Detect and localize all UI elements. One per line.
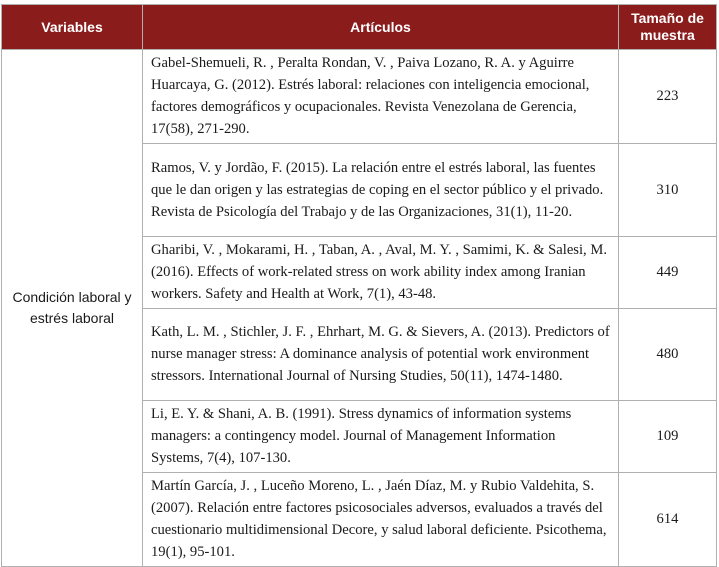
sample-size-cell: 449 bbox=[619, 237, 717, 309]
sample-size-cell: 614 bbox=[619, 473, 717, 567]
article-cell bbox=[143, 237, 619, 309]
sample-size-cell: 223 bbox=[619, 50, 717, 144]
article-text: Gharibi, V. , Mokarami, H. , Taban, A. , Aval, M. Y. , Samimi, K. & Salesi, M. (2016). Effects of work-related stress on work ability index among Iranian workers. Safety and Health at Work, 7(1), 43-48. bbox=[151, 242, 607, 302]
article-text: Gabel-Shemueli, R. , Peralta Rondan, V. , Paiva Lozano, R. A. y Aguirre Huarcaya, G. (2012). Estrés laboral: relaciones con inteligencia emocional, factores demográficos y ocupacionales. Revista Venezolana de Gerencia, 17(58), 271-290. bbox=[151, 55, 590, 137]
header-articles: Artículos bbox=[143, 5, 619, 50]
article-text: Martín García, J. , Luceño Moreno, L. , Jaén Díaz, M. y Rubio Valdehita, S. (2007). Relación entre factores psicosociales adversos, evaluados a través del cuestionario multidimensional Decore, y salud laboral deficiente. Psicothema, 19(1), 95-101. bbox=[151, 478, 607, 560]
article-text: Kath, L. M. , Stichler, J. F. , Ehrhart, M. G. & Sievers, A. (2013). Predictors of nurse manager stress: A dominance analysis of potential work environment stressors. International Journal of Nursing Studies, 50(11), 1474-1480. bbox=[151, 324, 610, 384]
header-row bbox=[2, 5, 717, 50]
references-table bbox=[1, 4, 717, 567]
sample-size-cell: 310 bbox=[619, 144, 717, 237]
article-text: Ramos, V. y Jordão, F. (2015). La relación entre el estrés laboral, las fuentes que le dan origen y las estrategias de coping en el sector público y el privado. Revista de Psicología del Trabajo y de las Organizaciones, 31(1), 11-20. bbox=[151, 159, 604, 220]
sample-size-cell: 109 bbox=[619, 401, 717, 473]
article-cell bbox=[143, 50, 619, 144]
article-text: Li, E. Y. & Shani, A. B. (1991). Stress dynamics of information systems managers: a contingency model. Journal of Management Information Systems, 7(4), 107-130. bbox=[151, 406, 572, 466]
article-cell bbox=[143, 309, 619, 401]
sample-size-cell: 480 bbox=[619, 309, 717, 401]
article-cell bbox=[143, 473, 619, 567]
header-sample-size: Tamaño de muestra bbox=[619, 5, 717, 50]
article-cell bbox=[143, 401, 619, 473]
variable-cell: Condición laboral y estrés laboral bbox=[2, 50, 143, 567]
header-variables: Variables bbox=[2, 5, 143, 50]
article-cell bbox=[143, 144, 619, 237]
table-row bbox=[2, 50, 717, 144]
